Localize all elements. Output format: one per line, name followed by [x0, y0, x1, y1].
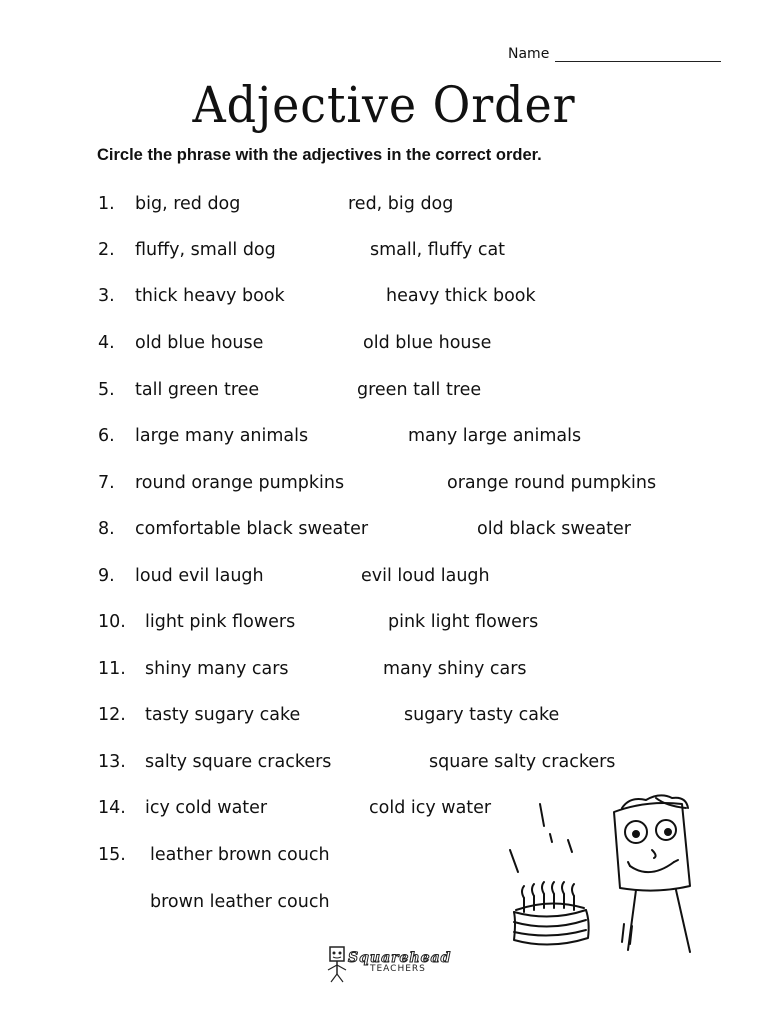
option-a: light pink flowers [145, 612, 296, 632]
option-a: thick heavy book [135, 286, 285, 306]
option-b: brown leather couch [150, 892, 330, 912]
squarehead-teachers-logo [322, 944, 462, 984]
option-b: small, fluffy cat [370, 240, 506, 260]
page-title: Adjective Order [192, 76, 576, 134]
item-number: 4. [98, 333, 115, 353]
brand-subtitle: TEACHERS [370, 964, 426, 974]
option-b: red, big dog [348, 194, 454, 214]
option-a: fluffy, small dog [135, 240, 276, 260]
name-blank-line [555, 47, 721, 62]
item-number: 10. [98, 612, 126, 632]
item-number: 8. [98, 519, 115, 539]
option-a: round orange pumpkins [135, 473, 345, 493]
option-b: evil loud laugh [361, 566, 490, 586]
item-number: 11. [98, 659, 126, 679]
option-a: tasty sugary cake [145, 705, 301, 725]
option-a: large many animals [135, 426, 309, 446]
option-b: orange round pumpkins [447, 473, 657, 493]
brand-name: Squarehead [348, 950, 452, 966]
option-b: old black sweater [477, 519, 631, 539]
option-a: comfortable black sweater [135, 519, 369, 539]
item-number: 1. [98, 194, 115, 214]
option-a: big, red dog [135, 194, 241, 214]
item-number: 6. [98, 426, 115, 446]
item-number: 9. [98, 566, 115, 586]
option-b: pink light flowers [388, 612, 539, 632]
name-label: Name [508, 46, 550, 62]
option-b: many shiny cars [383, 659, 527, 679]
instructions: Circle the phrase with the adjectives in the correct order. [97, 146, 542, 164]
birthday-cake-character-drawing [496, 790, 706, 960]
item-number: 5. [98, 380, 115, 400]
option-b: many large animals [408, 426, 582, 446]
item-number: 2. [98, 240, 115, 260]
option-b: old blue house [363, 333, 492, 353]
item-number: 12. [98, 705, 126, 725]
item-number: 7. [98, 473, 115, 493]
item-number: 14. [98, 798, 126, 818]
item-number: 13. [98, 752, 126, 772]
option-b: heavy thick book [386, 286, 536, 306]
option-b: square salty crackers [429, 752, 616, 772]
option-b: cold icy water [369, 798, 492, 818]
name-field [508, 46, 721, 62]
option-a: tall green tree [135, 380, 260, 400]
option-b: green tall tree [357, 380, 482, 400]
option-a: salty square crackers [145, 752, 332, 772]
option-a: leather brown couch [150, 845, 330, 865]
option-a: icy cold water [145, 798, 268, 818]
option-a: old blue house [135, 333, 264, 353]
option-a: loud evil laugh [135, 566, 264, 586]
option-a: shiny many cars [145, 659, 289, 679]
item-number: 3. [98, 286, 115, 306]
item-number: 15. [98, 845, 126, 865]
option-b: sugary tasty cake [404, 705, 560, 725]
